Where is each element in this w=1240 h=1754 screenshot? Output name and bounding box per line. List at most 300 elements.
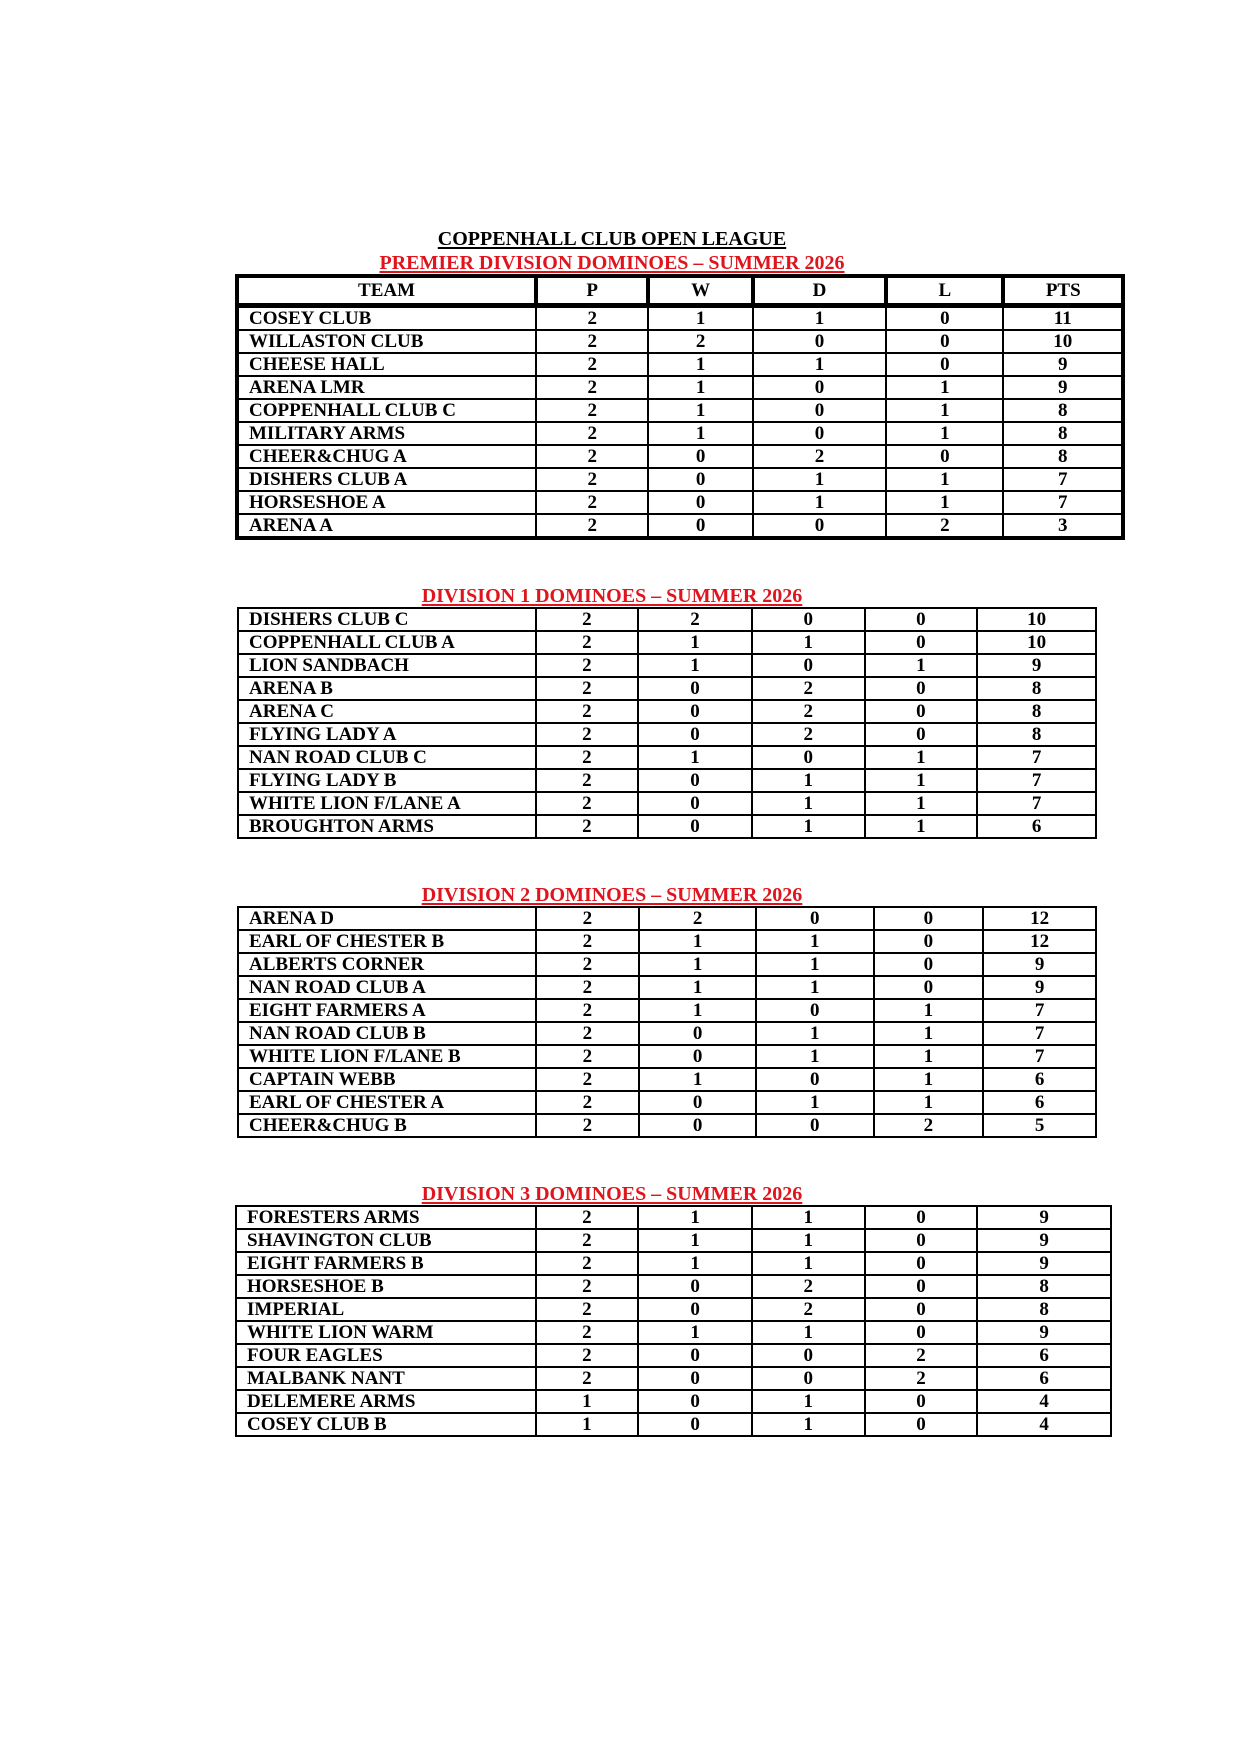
standings-row	[237, 468, 1123, 491]
standings-row	[238, 700, 1096, 723]
won-cell: 0	[639, 1091, 756, 1114]
standings-row	[237, 376, 1123, 399]
played-cell: 2	[536, 953, 640, 976]
lost-cell: 0	[865, 677, 978, 700]
team-cell: FOUR EAGLES	[236, 1344, 536, 1367]
standings-row	[236, 1413, 1111, 1436]
points-cell: 12	[983, 930, 1096, 953]
drawn-cell: 0	[753, 514, 886, 538]
premier-division-table	[235, 274, 1125, 540]
team-cell: DELEMERE ARMS	[236, 1390, 536, 1413]
played-cell: 2	[536, 815, 639, 838]
drawn-cell: 1	[756, 976, 874, 999]
played-cell: 2	[536, 1091, 640, 1114]
played-cell: 2	[536, 631, 639, 654]
standings-row	[236, 1275, 1111, 1298]
drawn-cell: 1	[753, 306, 886, 331]
played-cell: 2	[536, 1252, 639, 1275]
lost-cell: 0	[865, 1298, 978, 1321]
points-cell: 8	[1003, 445, 1123, 468]
played-cell: 2	[536, 976, 640, 999]
lost-cell: 1	[874, 1091, 984, 1114]
standings-row	[236, 1367, 1111, 1390]
drawn-cell: 0	[756, 1068, 874, 1091]
points-cell: 10	[1003, 330, 1123, 353]
team-cell: CHEER&CHUG A	[237, 445, 536, 468]
team-cell: ARENA A	[237, 514, 536, 538]
team-cell: SHAVINGTON CLUB	[236, 1229, 536, 1252]
played-cell: 2	[536, 677, 639, 700]
won-cell: 0	[648, 514, 752, 538]
league-title	[0, 228, 1232, 250]
points-cell: 9	[983, 953, 1096, 976]
played-cell: 2	[536, 1229, 639, 1252]
team-cell: ARENA C	[238, 700, 536, 723]
lost-cell: 0	[865, 608, 978, 631]
won-cell: 0	[639, 1045, 756, 1068]
team-cell: DISHERS CLUB A	[237, 468, 536, 491]
team-cell: WHITE LION F/LANE B	[238, 1045, 536, 1068]
lost-cell: 0	[886, 353, 1003, 376]
won-cell: 0	[638, 700, 752, 723]
won-cell: 1	[648, 306, 752, 331]
drawn-cell: 1	[752, 1413, 865, 1436]
team-cell: WILLASTON CLUB	[237, 330, 536, 353]
drawn-cell: 0	[753, 376, 886, 399]
played-cell: 2	[536, 930, 640, 953]
team-cell: EIGHT FARMERS A	[238, 999, 536, 1022]
played-cell: 2	[536, 999, 640, 1022]
standings-row	[238, 999, 1096, 1022]
lost-cell: 1	[865, 769, 978, 792]
team-cell: EARL OF CHESTER A	[238, 1091, 536, 1114]
lost-cell: 1	[865, 815, 978, 838]
won-cell: 0	[638, 792, 752, 815]
lost-cell: 1	[886, 399, 1003, 422]
points-cell: 8	[1003, 422, 1123, 445]
won-cell: 1	[638, 631, 752, 654]
played-cell: 2	[536, 468, 648, 491]
drawn-cell: 1	[753, 491, 886, 514]
won-cell: 2	[638, 608, 752, 631]
lost-cell: 1	[886, 491, 1003, 514]
points-cell: 8	[1003, 399, 1123, 422]
points-cell: 7	[977, 792, 1096, 815]
played-cell: 2	[536, 514, 648, 538]
standings-row	[236, 1344, 1111, 1367]
played-cell: 2	[536, 1298, 639, 1321]
drawn-cell: 2	[752, 677, 865, 700]
played-cell: 2	[536, 1367, 639, 1390]
won-cell: 0	[639, 1022, 756, 1045]
standings-row	[238, 976, 1096, 999]
team-cell: CHEESE HALL	[237, 353, 536, 376]
drawn-cell: 1	[753, 353, 886, 376]
col-header-played: P	[536, 276, 648, 306]
standings-row	[238, 1091, 1096, 1114]
division-3-title	[0, 1183, 1232, 1205]
lost-cell: 1	[886, 422, 1003, 445]
lost-cell: 1	[874, 999, 984, 1022]
played-cell: 2	[536, 491, 648, 514]
lost-cell: 0	[865, 1390, 978, 1413]
drawn-cell: 1	[752, 1229, 865, 1252]
points-cell: 4	[977, 1413, 1111, 1436]
won-cell: 0	[638, 769, 752, 792]
played-cell: 2	[536, 330, 648, 353]
won-cell: 0	[638, 677, 752, 700]
won-cell: 1	[638, 654, 752, 677]
won-cell: 1	[639, 1068, 756, 1091]
team-cell: WHITE LION WARM	[236, 1321, 536, 1344]
standings-row	[238, 792, 1096, 815]
points-cell: 9	[977, 1206, 1111, 1229]
drawn-cell: 2	[752, 1298, 865, 1321]
team-cell: COPPENHALL CLUB A	[238, 631, 536, 654]
drawn-cell: 2	[752, 700, 865, 723]
lost-cell: 0	[886, 306, 1003, 331]
played-cell: 2	[536, 376, 648, 399]
team-cell: NAN ROAD CLUB B	[238, 1022, 536, 1045]
points-cell: 9	[983, 976, 1096, 999]
points-cell: 9	[977, 1252, 1111, 1275]
points-cell: 8	[977, 1275, 1111, 1298]
drawn-cell: 1	[752, 1206, 865, 1229]
drawn-cell: 0	[753, 422, 886, 445]
header-row	[237, 276, 1123, 306]
drawn-cell: 2	[752, 1275, 865, 1298]
won-cell: 1	[639, 976, 756, 999]
points-cell: 8	[977, 723, 1096, 746]
points-cell: 7	[983, 1045, 1096, 1068]
drawn-cell: 1	[756, 953, 874, 976]
drawn-cell: 1	[752, 631, 865, 654]
lost-cell: 0	[865, 1413, 978, 1436]
drawn-cell: 0	[753, 330, 886, 353]
won-cell: 0	[638, 1413, 752, 1436]
points-cell: 6	[983, 1068, 1096, 1091]
points-cell: 12	[983, 907, 1096, 930]
standings-row	[237, 306, 1123, 331]
col-header-drawn: D	[753, 276, 886, 306]
won-cell: 0	[638, 1275, 752, 1298]
standings-row	[238, 723, 1096, 746]
premier-division-title	[0, 252, 1232, 274]
drawn-cell: 0	[752, 746, 865, 769]
drawn-cell: 0	[756, 999, 874, 1022]
drawn-cell: 1	[756, 1045, 874, 1068]
team-cell: ARENA B	[238, 677, 536, 700]
standings-row	[238, 1022, 1096, 1045]
drawn-cell: 1	[756, 1022, 874, 1045]
played-cell: 2	[536, 1344, 639, 1367]
played-cell: 2	[536, 746, 639, 769]
league-title-text: COPPENHALL CLUB OPEN LEAGUE	[437, 228, 787, 250]
drawn-cell: 1	[752, 1252, 865, 1275]
drawn-cell: 0	[756, 1114, 874, 1137]
won-cell: 0	[638, 1298, 752, 1321]
team-cell: WHITE LION F/LANE A	[238, 792, 536, 815]
standings-row	[238, 608, 1096, 631]
points-cell: 7	[1003, 491, 1123, 514]
played-cell: 2	[536, 353, 648, 376]
team-cell: MILITARY ARMS	[237, 422, 536, 445]
won-cell: 0	[639, 1114, 756, 1137]
played-cell: 2	[536, 1022, 640, 1045]
won-cell: 1	[638, 746, 752, 769]
drawn-cell: 0	[752, 654, 865, 677]
played-cell: 2	[536, 1114, 640, 1137]
drawn-cell: 2	[752, 723, 865, 746]
won-cell: 1	[638, 1229, 752, 1252]
col-header-team: TEAM	[237, 276, 536, 306]
points-cell: 7	[977, 746, 1096, 769]
team-cell: ARENA LMR	[237, 376, 536, 399]
won-cell: 0	[648, 468, 752, 491]
standings-row	[237, 353, 1123, 376]
standings-row	[238, 1114, 1096, 1137]
standings-row	[238, 815, 1096, 838]
standings-row	[238, 769, 1096, 792]
won-cell: 1	[648, 376, 752, 399]
lost-cell: 0	[865, 1206, 978, 1229]
standings-row	[238, 930, 1096, 953]
standings-row	[236, 1298, 1111, 1321]
drawn-cell: 1	[753, 468, 886, 491]
division-1-table	[237, 607, 1097, 839]
lost-cell: 0	[865, 1275, 978, 1298]
lost-cell: 0	[886, 445, 1003, 468]
drawn-cell: 1	[752, 1321, 865, 1344]
won-cell: 2	[648, 330, 752, 353]
won-cell: 0	[638, 1390, 752, 1413]
won-cell: 2	[639, 907, 756, 930]
drawn-cell: 0	[753, 399, 886, 422]
team-cell: FORESTERS ARMS	[236, 1206, 536, 1229]
team-cell: EARL OF CHESTER B	[238, 930, 536, 953]
drawn-cell: 1	[752, 815, 865, 838]
played-cell: 2	[536, 1045, 640, 1068]
won-cell: 0	[648, 491, 752, 514]
points-cell: 8	[977, 1298, 1111, 1321]
won-cell: 1	[648, 353, 752, 376]
played-cell: 2	[536, 1068, 640, 1091]
division-1-title	[0, 585, 1232, 607]
team-cell: NAN ROAD CLUB C	[238, 746, 536, 769]
division-2-title	[0, 884, 1232, 906]
team-cell: LION SANDBACH	[238, 654, 536, 677]
played-cell: 2	[536, 306, 648, 331]
standings-row	[238, 1045, 1096, 1068]
won-cell: 1	[638, 1252, 752, 1275]
played-cell: 2	[536, 700, 639, 723]
team-cell: ALBERTS CORNER	[238, 953, 536, 976]
points-cell: 9	[977, 654, 1096, 677]
won-cell: 1	[648, 422, 752, 445]
premier-division-title-text: PREMIER DIVISION DOMINOES – SUMMER 2026	[379, 252, 845, 274]
played-cell: 2	[536, 907, 640, 930]
points-cell: 7	[983, 1022, 1096, 1045]
won-cell: 1	[639, 930, 756, 953]
standings-row	[237, 399, 1123, 422]
lost-cell: 0	[886, 330, 1003, 353]
points-cell: 9	[977, 1229, 1111, 1252]
points-cell: 6	[983, 1091, 1096, 1114]
won-cell: 0	[648, 445, 752, 468]
drawn-cell: 0	[752, 608, 865, 631]
points-cell: 11	[1003, 306, 1123, 331]
points-cell: 9	[1003, 353, 1123, 376]
points-cell: 9	[1003, 376, 1123, 399]
standings-row	[238, 677, 1096, 700]
lost-cell: 0	[874, 907, 984, 930]
drawn-cell: 1	[752, 792, 865, 815]
drawn-cell: 1	[756, 930, 874, 953]
standings-row	[236, 1252, 1111, 1275]
lost-cell: 2	[886, 514, 1003, 538]
played-cell: 2	[536, 654, 639, 677]
lost-cell: 2	[874, 1114, 984, 1137]
division-1-title-text: DIVISION 1 DOMINOES – SUMMER 2026	[421, 585, 803, 607]
lost-cell: 1	[865, 792, 978, 815]
drawn-cell: 1	[756, 1091, 874, 1114]
lost-cell: 1	[865, 746, 978, 769]
won-cell: 1	[638, 1321, 752, 1344]
lost-cell: 0	[865, 1321, 978, 1344]
lost-cell: 0	[874, 953, 984, 976]
team-cell: COPPENHALL CLUB C	[237, 399, 536, 422]
standings-row	[236, 1390, 1111, 1413]
standings-row	[238, 654, 1096, 677]
team-cell: EIGHT FARMERS B	[236, 1252, 536, 1275]
points-cell: 6	[977, 1344, 1111, 1367]
lost-cell: 0	[865, 1252, 978, 1275]
drawn-cell: 2	[753, 445, 886, 468]
drawn-cell: 0	[752, 1367, 865, 1390]
points-cell: 4	[977, 1390, 1111, 1413]
team-cell: HORSESHOE B	[236, 1275, 536, 1298]
team-cell: FLYING LADY B	[238, 769, 536, 792]
team-cell: BROUGHTON ARMS	[238, 815, 536, 838]
lost-cell: 0	[865, 631, 978, 654]
played-cell: 2	[536, 1321, 639, 1344]
played-cell: 2	[536, 769, 639, 792]
played-cell: 2	[536, 1275, 639, 1298]
played-cell: 1	[536, 1390, 639, 1413]
team-cell: COSEY CLUB	[237, 306, 536, 331]
lost-cell: 1	[886, 376, 1003, 399]
points-cell: 6	[977, 815, 1096, 838]
standings-row	[237, 491, 1123, 514]
standings-row	[238, 746, 1096, 769]
col-header-lost: L	[886, 276, 1003, 306]
lost-cell: 0	[865, 700, 978, 723]
points-cell: 7	[977, 769, 1096, 792]
won-cell: 1	[648, 399, 752, 422]
team-cell: CHEER&CHUG B	[238, 1114, 536, 1137]
points-cell: 7	[1003, 468, 1123, 491]
lost-cell: 0	[865, 1229, 978, 1252]
standings-row	[238, 1068, 1096, 1091]
drawn-cell: 0	[756, 907, 874, 930]
played-cell: 2	[536, 422, 648, 445]
won-cell: 0	[638, 815, 752, 838]
standings-row	[238, 907, 1096, 930]
team-cell: CAPTAIN WEBB	[238, 1068, 536, 1091]
points-cell: 5	[983, 1114, 1096, 1137]
played-cell: 2	[536, 792, 639, 815]
won-cell: 0	[638, 1367, 752, 1390]
lost-cell: 0	[874, 976, 984, 999]
standings-row	[238, 631, 1096, 654]
played-cell: 2	[536, 608, 639, 631]
played-cell: 2	[536, 723, 639, 746]
standings-row	[237, 514, 1123, 538]
lost-cell: 1	[865, 654, 978, 677]
points-cell: 10	[977, 631, 1096, 654]
team-cell: ARENA D	[238, 907, 536, 930]
standings-row	[236, 1321, 1111, 1344]
standings-row	[237, 422, 1123, 445]
lost-cell: 1	[874, 1068, 984, 1091]
lost-cell: 0	[874, 930, 984, 953]
division-2-table	[237, 906, 1097, 1138]
team-cell: COSEY CLUB B	[236, 1413, 536, 1436]
division-3-title-text: DIVISION 3 DOMINOES – SUMMER 2026	[421, 1183, 803, 1205]
standings-row	[238, 953, 1096, 976]
division-3-table	[235, 1205, 1112, 1437]
won-cell: 1	[639, 999, 756, 1022]
division-2-title-text: DIVISION 2 DOMINOES – SUMMER 2026	[421, 884, 803, 906]
played-cell: 2	[536, 445, 648, 468]
standings-row	[236, 1229, 1111, 1252]
won-cell: 0	[638, 723, 752, 746]
played-cell: 1	[536, 1413, 639, 1436]
points-cell: 8	[977, 700, 1096, 723]
standings-row	[236, 1206, 1111, 1229]
won-cell: 1	[638, 1206, 752, 1229]
played-cell: 2	[536, 1206, 639, 1229]
standings-row	[237, 330, 1123, 353]
points-cell: 8	[977, 677, 1096, 700]
lost-cell: 1	[874, 1022, 984, 1045]
points-cell: 6	[977, 1367, 1111, 1390]
lost-cell: 1	[886, 468, 1003, 491]
team-cell: FLYING LADY A	[238, 723, 536, 746]
drawn-cell: 1	[752, 1390, 865, 1413]
points-cell: 9	[977, 1321, 1111, 1344]
lost-cell: 1	[874, 1045, 984, 1068]
played-cell: 2	[536, 399, 648, 422]
points-cell: 10	[977, 608, 1096, 631]
won-cell: 1	[639, 953, 756, 976]
drawn-cell: 0	[752, 1344, 865, 1367]
lost-cell: 0	[865, 723, 978, 746]
team-cell: DISHERS CLUB C	[238, 608, 536, 631]
team-cell: MALBANK NANT	[236, 1367, 536, 1390]
col-header-won: W	[648, 276, 752, 306]
col-header-points: PTS	[1003, 276, 1123, 306]
won-cell: 0	[638, 1344, 752, 1367]
standings-row	[237, 445, 1123, 468]
team-cell: HORSESHOE A	[237, 491, 536, 514]
team-cell: IMPERIAL	[236, 1298, 536, 1321]
drawn-cell: 1	[752, 769, 865, 792]
lost-cell: 2	[865, 1344, 978, 1367]
points-cell: 3	[1003, 514, 1123, 538]
lost-cell: 2	[865, 1367, 978, 1390]
team-cell: NAN ROAD CLUB A	[238, 976, 536, 999]
